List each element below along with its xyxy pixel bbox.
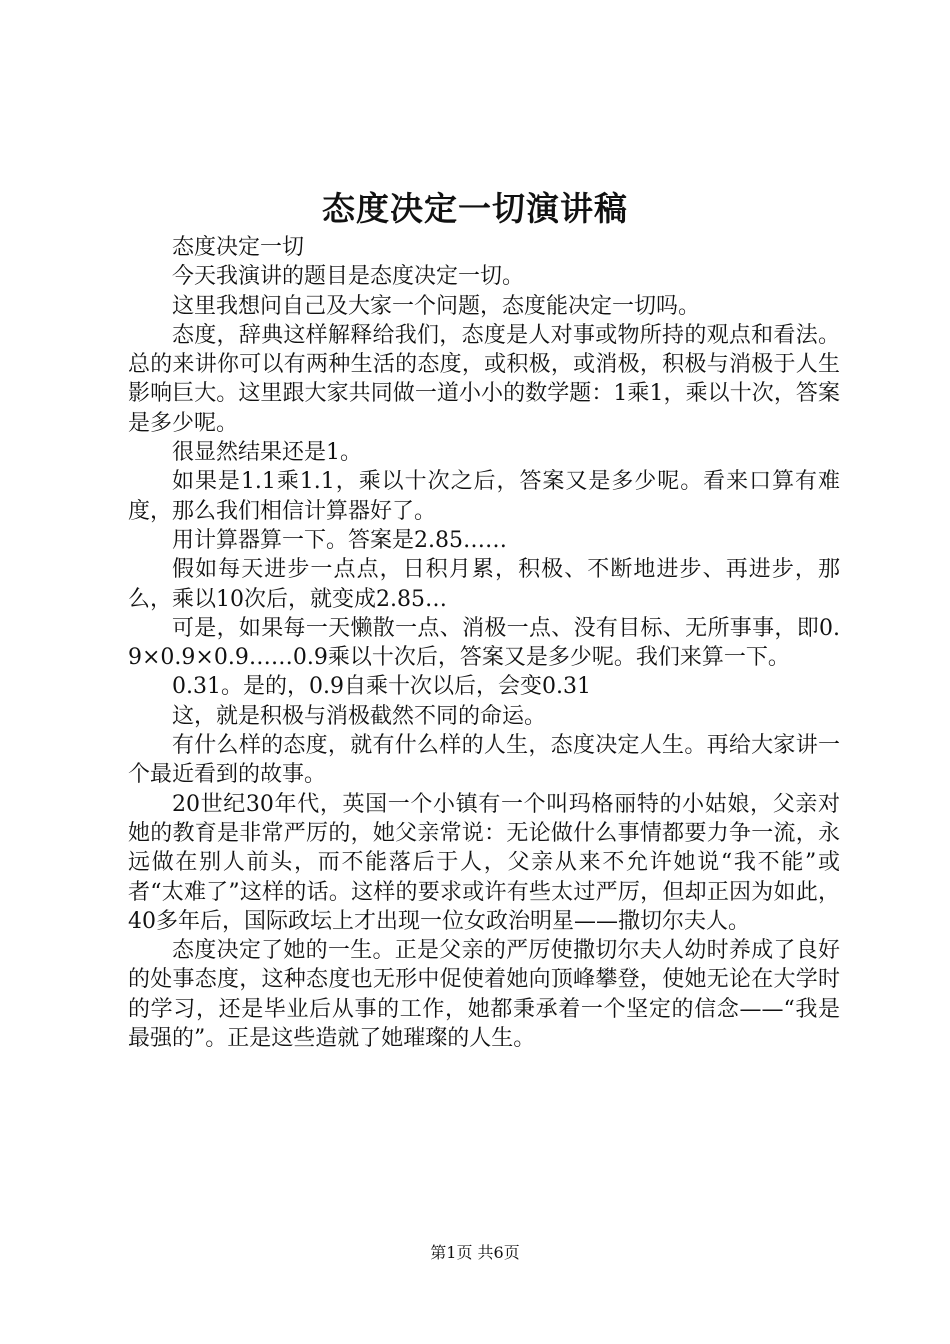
paragraph: 0.31。是的，0.9自乘十次以后，会变0.31 [172,674,591,700]
paragraph: 今天我演讲的题目是态度决定一切。 [172,264,525,290]
document-title: 态度决定一切演讲稿 [322,189,628,228]
document-body [128,233,840,1053]
paragraph: 态度决定了她的一生。正是父亲的严厉使撒切尔夫人幼时养成了良好的处事态度，这种态度也无形中促使着她向顶峰攀登，使她无论在大学时的学习，还是毕业后从事的工作，她都秉承着一个坚定的信念——“我是最强的”。正是这些造就了她璀璨的人生。 [128,938,840,1052]
paragraph: 如果是1.1乘1.1，乘以十次之后，答案又是多少呢。看来口算有难度，那么我们相信计算器好了。 [128,469,840,524]
paragraph: 用计算器算一下。答案是2.85…… [172,527,507,553]
paragraph: 很显然结果还是1。 [172,440,362,466]
page-footer: 第1页 共6页 [430,1243,520,1262]
paragraph: 态度，辞典这样解释给我们，态度是人对事或物所持的观点和看法。总的来讲你可以有两种生活的态度，或积极，或消极，积极与消极于人生影响巨大。这里跟大家共同做一道小小的数学题：1乘1，乘以十次，答案是多少呢。 [128,322,840,436]
paragraph: 这，就是积极与消极截然不同的命运。 [172,703,547,729]
paragraph: 这里我想问自己及大家一个问题，态度能决定一切吗。 [172,293,701,319]
paragraph: 态度决定一切 [172,235,305,260]
paragraph: 有什么样的态度，就有什么样的人生，态度决定人生。再给大家讲一个最近看到的故事。 [128,733,840,788]
paragraph: 可是，如果每一天懒散一点、消极一点、没有目标、无所事事，即0.9×0.9×0.9……0.9乘以十次后，答案又是多少呢。我们来算一下。 [128,615,840,671]
paragraph: 假如每天进步一点点，日积月累，积极、不断地进步、再进步，那么，乘以10次后，就变成2.85… [128,557,840,612]
paragraph: 20世纪30年代，英国一个小镇有一个叫玛格丽特的小姑娘，父亲对她的教育是非常严厉的，她父亲常说：无论做什么事情都要力争一流，永远做在别人前头，而不能落后于人，父亲从来不允许她说“我不能”或者“太难了”这样的话。这样的要求或许有些太过严厉，但却正因为如此，40多年后，国际政坛上才出现一位女政治明星——撒切尔夫人。 [128,791,840,934]
